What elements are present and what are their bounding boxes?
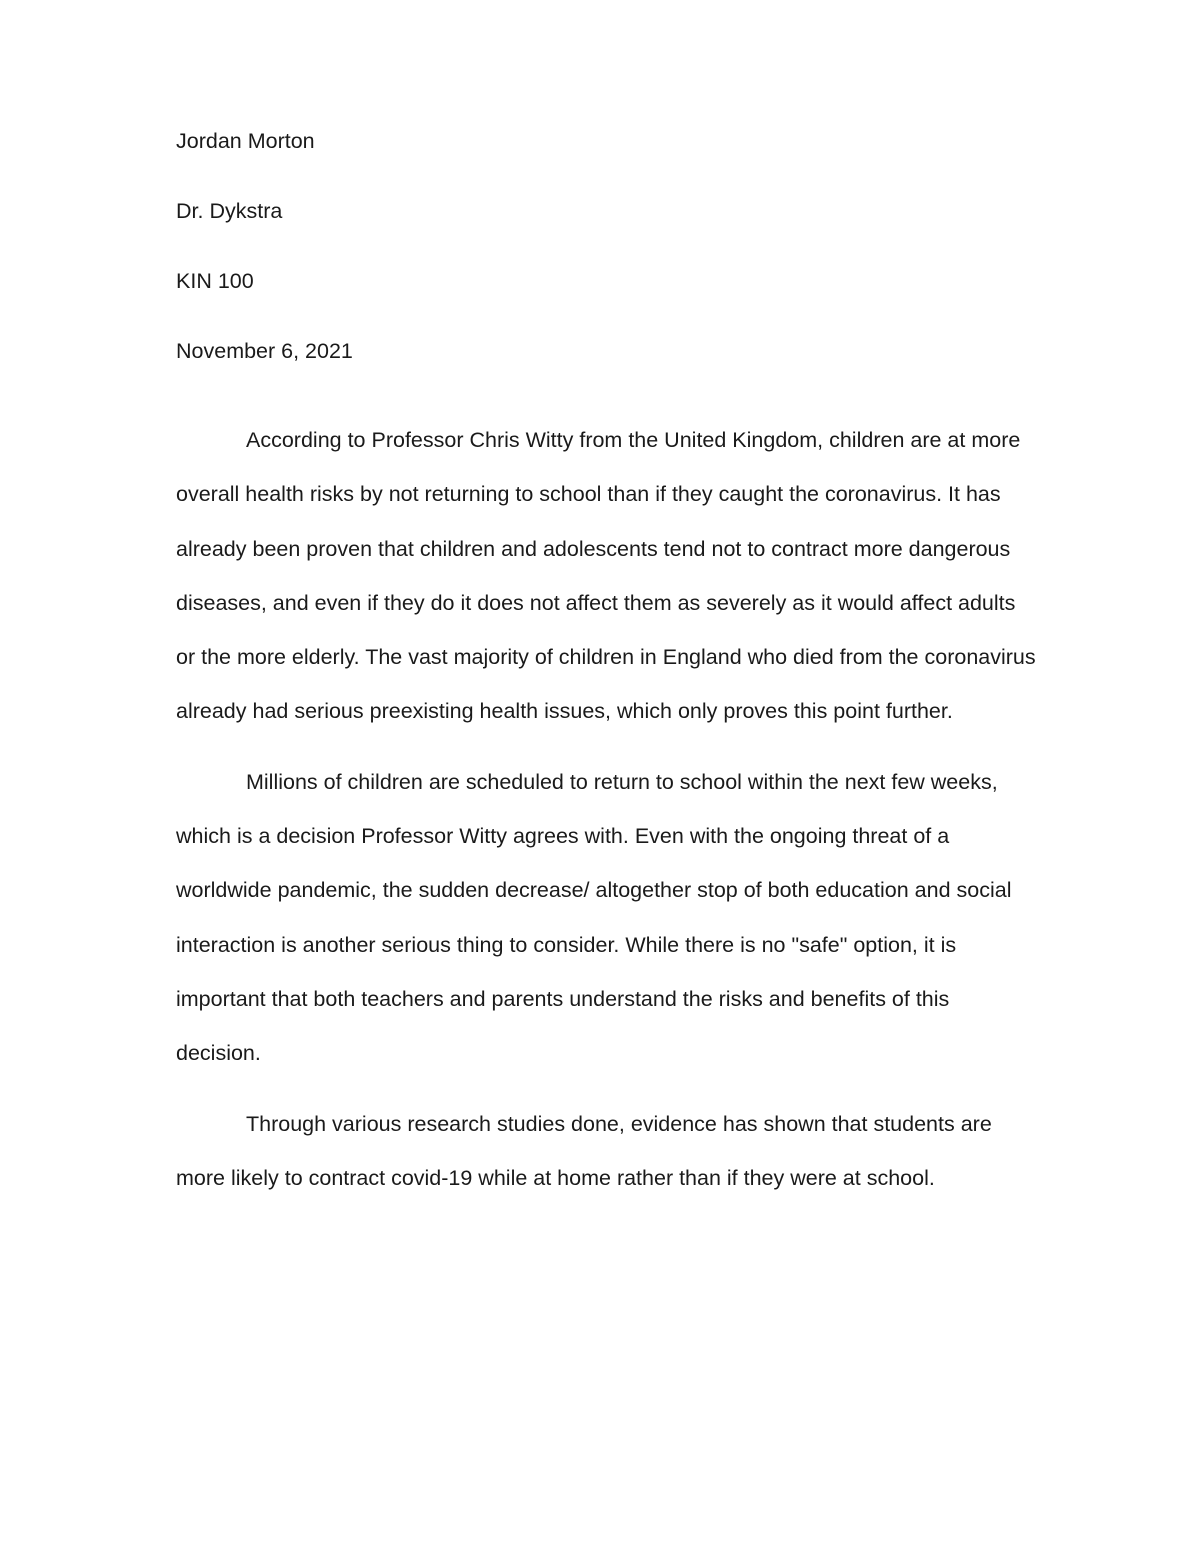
document-content [176,126,1036,1205]
body-paragraph-2: Millions of children are scheduled to return to school within the next few weeks, which is a decision Professor Witty agrees with. Even with the ongoing threat of a worldwide pandemic, the sudden decrease/ altogether stop of both education and social interaction is another serious thing to consider. While there is no "safe" option, it is important that both teachers and parents understand the risks and benefits of this decision. [176,769,1012,1066]
author-name: Jordan Morton [176,129,315,153]
body-paragraph-3: Through various research studies done, evidence has shown that students are more likely to contract covid-19 while at home rather than if they were at school. [176,1111,992,1190]
course-name: KIN 100 [176,269,254,293]
body-paragraph-1: According to Professor Chris Witty from the United Kingdom, children are at more overall health risks by not returning to school than if they caught the coronavirus. It has already been proven that children and adolescents tend not to contract more dangerous diseases, and even if they do it does not affect them as severely as it would affect adults or the more elderly. The vast majority of children in England who died from the coronavirus already had serious preexisting health issues, which only proves this point further. [176,428,1036,724]
document-date: November 6, 2021 [176,339,353,363]
instructor-name: Dr. Dykstra [176,199,283,223]
